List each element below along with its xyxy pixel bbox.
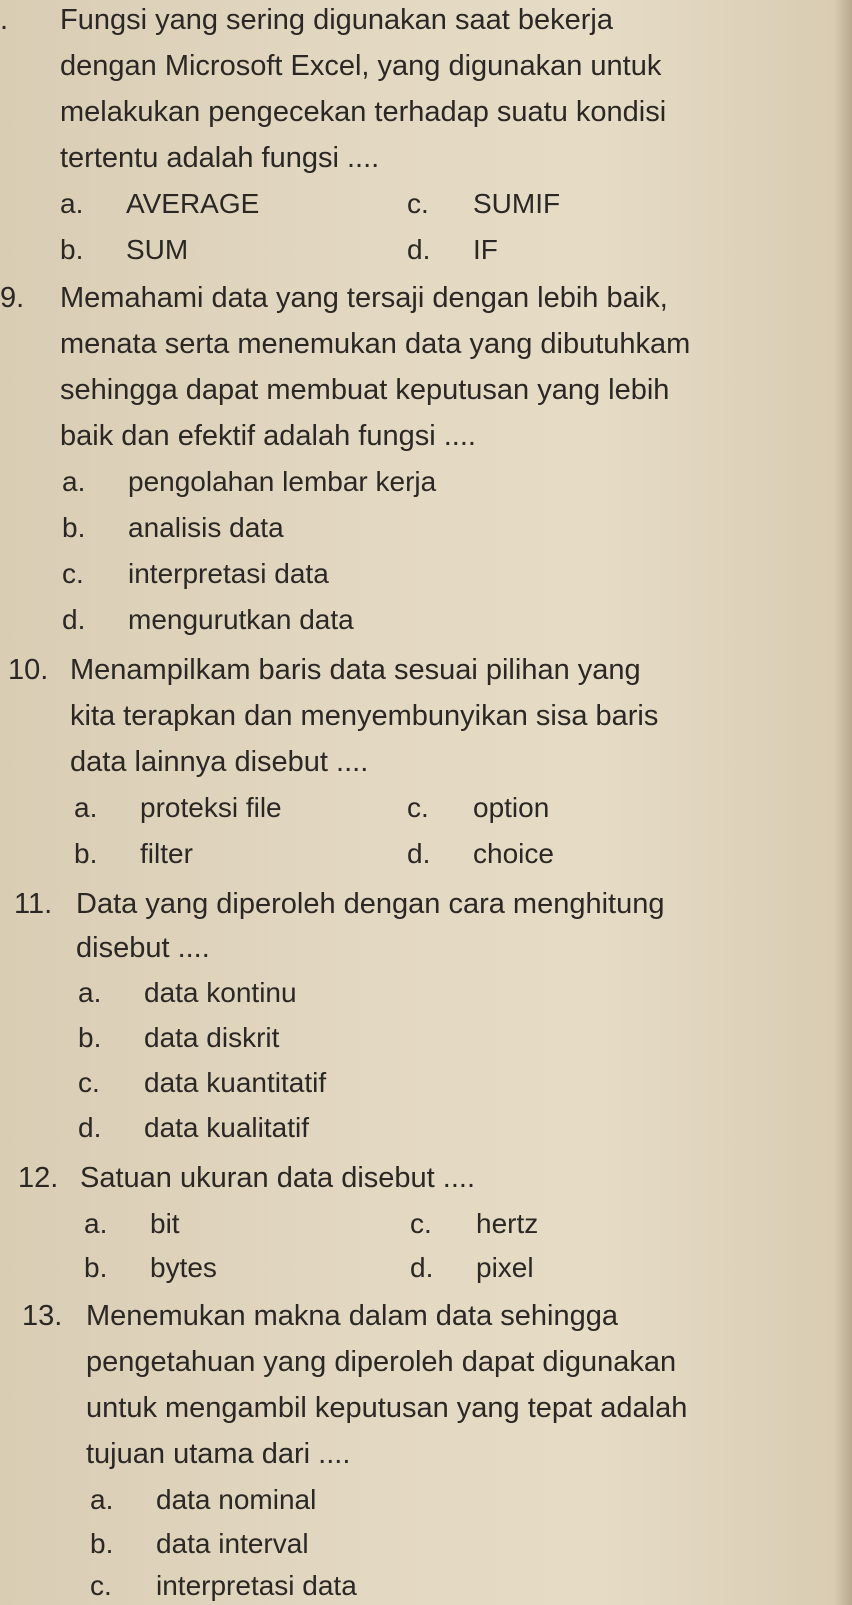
answer-option bbox=[78, 1110, 309, 1146]
question-number: 13. bbox=[22, 1300, 63, 1332]
option-text: bytes bbox=[150, 1252, 217, 1283]
question-text-line: baik dan efektif adalah fungsi .... bbox=[60, 420, 476, 452]
question-number: 9. bbox=[0, 282, 25, 314]
option-letter: b. bbox=[84, 1252, 108, 1283]
question-text-line: dengan Microsoft Excel, yang digunakan untuk bbox=[60, 50, 662, 82]
answer-option bbox=[62, 602, 354, 638]
question-text-line: Data yang diperoleh dengan cara menghitung bbox=[76, 888, 665, 920]
question-number: 10. bbox=[8, 654, 49, 686]
option-letter: d. bbox=[407, 234, 431, 265]
question-text-line: tertentu adalah fungsi .... bbox=[60, 142, 380, 174]
answer-option bbox=[84, 1250, 217, 1286]
option-text: bit bbox=[150, 1208, 180, 1239]
answer-option bbox=[62, 510, 284, 546]
question-text-line: disebut .... bbox=[76, 932, 210, 964]
option-letter: c. bbox=[78, 1067, 100, 1098]
option-letter: c. bbox=[407, 792, 429, 823]
page-edge-shadow bbox=[834, 0, 852, 1605]
question-text-line: data lainnya disebut .... bbox=[70, 746, 369, 778]
option-text: interpretasi data bbox=[128, 558, 329, 589]
answer-option bbox=[78, 1020, 279, 1056]
option-text: analisis data bbox=[128, 512, 284, 543]
answer-option bbox=[60, 186, 259, 222]
option-letter: b. bbox=[60, 234, 84, 265]
question-text-line: untuk mengambil keputusan yang tepat adalah bbox=[86, 1392, 688, 1424]
option-letter: d. bbox=[407, 838, 431, 869]
question-text-line: Memahami data yang tersaji dengan lebih baik, bbox=[60, 282, 668, 314]
question-text-line: sehingga dapat membuat keputusan yang lebih bbox=[60, 374, 670, 406]
option-text: data kualitatif bbox=[144, 1112, 309, 1143]
option-letter: b. bbox=[78, 1022, 102, 1053]
answer-option bbox=[60, 232, 188, 268]
option-letter: c. bbox=[90, 1570, 112, 1601]
option-letter: a. bbox=[74, 792, 98, 823]
option-letter: a. bbox=[78, 977, 102, 1008]
answer-option bbox=[410, 1206, 538, 1242]
answer-option bbox=[78, 1065, 326, 1101]
option-text: proteksi file bbox=[140, 792, 282, 823]
question-text-line: Satuan ukuran data disebut .... bbox=[80, 1162, 475, 1194]
answer-option bbox=[74, 790, 282, 826]
option-letter: a. bbox=[84, 1208, 108, 1239]
question-number: 11. bbox=[14, 888, 53, 920]
question-text-line: menata serta menemukan data yang dibutuhkam bbox=[60, 328, 691, 360]
option-text: choice bbox=[473, 838, 554, 869]
option-letter: b. bbox=[90, 1528, 114, 1559]
option-text: data kontinu bbox=[144, 977, 297, 1008]
option-letter: b. bbox=[62, 512, 86, 543]
answer-option bbox=[90, 1568, 357, 1604]
option-text: hertz bbox=[476, 1208, 539, 1239]
answer-option bbox=[407, 790, 549, 826]
answer-option bbox=[62, 556, 329, 592]
answer-option bbox=[90, 1526, 309, 1562]
answer-option bbox=[62, 464, 436, 500]
option-letter: a. bbox=[60, 188, 84, 219]
answer-option bbox=[407, 232, 498, 268]
answer-option bbox=[84, 1206, 180, 1242]
answer-option bbox=[407, 186, 560, 222]
question-number: . bbox=[0, 4, 9, 36]
option-text: data diskrit bbox=[144, 1022, 280, 1053]
option-letter: d. bbox=[62, 604, 86, 635]
option-text: SUM bbox=[126, 234, 189, 265]
option-text: data kuantitatif bbox=[144, 1067, 327, 1098]
question-text-line: Menampilkam baris data sesuai pilihan yang bbox=[70, 654, 641, 686]
option-letter: c. bbox=[407, 188, 429, 219]
question-text-line: Menemukan makna dalam data sehingga bbox=[86, 1300, 618, 1332]
question-text-line: tujuan utama dari .... bbox=[86, 1438, 351, 1470]
option-text: SUMIF bbox=[473, 188, 561, 219]
option-letter: a. bbox=[62, 466, 86, 497]
option-letter: c. bbox=[62, 558, 84, 589]
answer-option bbox=[410, 1250, 534, 1286]
option-text: filter bbox=[140, 838, 193, 869]
answer-option bbox=[407, 836, 554, 872]
option-letter: d. bbox=[78, 1112, 102, 1143]
option-letter: b. bbox=[74, 838, 98, 869]
question-text-line: melakukan pengecekan terhadap suatu kondisi bbox=[60, 96, 667, 128]
option-text: data nominal bbox=[156, 1484, 317, 1515]
option-text: data interval bbox=[156, 1528, 309, 1559]
answer-option bbox=[90, 1482, 316, 1518]
option-text: option bbox=[473, 792, 550, 823]
option-text: pengolahan lembar kerja bbox=[128, 466, 437, 497]
answer-option bbox=[78, 975, 297, 1011]
option-text: IF bbox=[473, 234, 498, 265]
question-text-line: Fungsi yang sering digunakan saat bekerja bbox=[60, 4, 613, 36]
option-letter: c. bbox=[410, 1208, 432, 1239]
option-text: interpretasi data bbox=[156, 1570, 357, 1601]
option-letter: a. bbox=[90, 1484, 114, 1515]
option-text: AVERAGE bbox=[126, 188, 260, 219]
option-text: pixel bbox=[476, 1252, 534, 1283]
question-text-line: pengetahuan yang diperoleh dapat digunakan bbox=[86, 1346, 677, 1378]
option-text: mengurutkan data bbox=[128, 604, 354, 635]
question-number: 12. bbox=[18, 1162, 59, 1194]
option-letter: d. bbox=[410, 1252, 434, 1283]
answer-option bbox=[74, 836, 193, 872]
question-text-line: kita terapkan dan menyembunyikan sisa baris bbox=[70, 700, 659, 732]
